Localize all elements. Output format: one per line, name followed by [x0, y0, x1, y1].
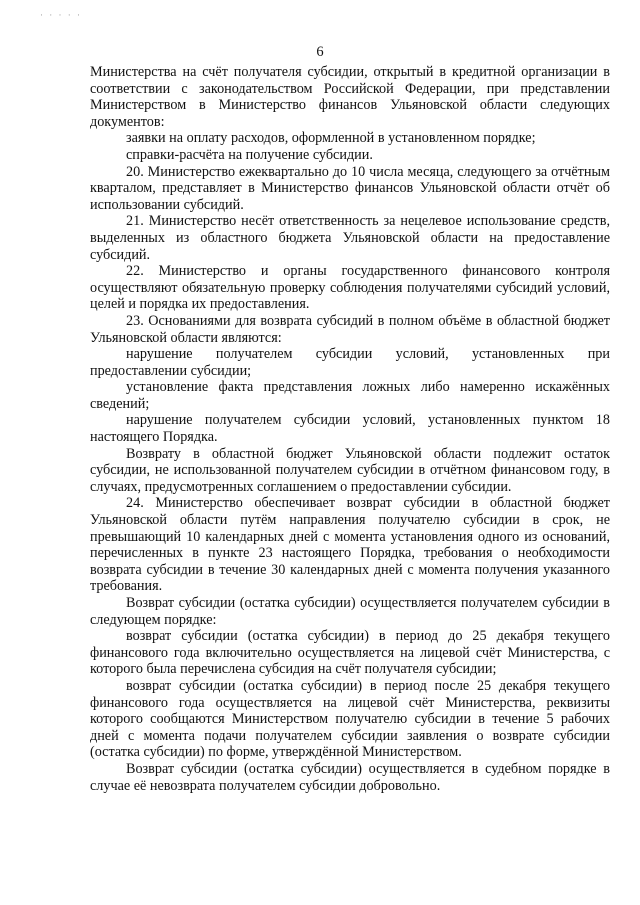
page-number: 6	[316, 44, 324, 60]
paragraph: справки-расчёта на получение субсидии.	[126, 146, 373, 163]
paragraph: нарушение получателем субсидии условий, установленных пунктом 18 настоящего Порядка.	[90, 412, 610, 446]
paragraph: возврат субсидии (остатка субсидии) в период до 25 декабря текущего финансового года включительно осуществляется на лицевой счёт Министерства, с которого была перечислена субсидия на счёт получателя субсидии;	[90, 628, 610, 678]
paragraph: 21. Министерство несёт ответственность за нецелевое использование средств, выделенных из областного бюджета Ульяновской области на предоставление субсидий.	[90, 213, 610, 263]
paragraph: заявки на оплату расходов, оформленной в установленном порядке;	[126, 130, 536, 147]
paragraph: Министерства на счёт получателя субсидии, открытый в кредитной организации в соответствии с законодательством Российской Федерации, при представлении Министерством в Министерство финансов Ульяновской области следующих документов:	[90, 64, 610, 130]
paragraph: Возврату в областной бюджет Ульяновской области подлежит остаток субсидии, не использованной получателем субсидии в отчётном финансовом году, в случаях, предусмотренных соглашением о предоставлении субсидии.	[90, 445, 610, 495]
paragraph: 24. Министерство обеспечивает возврат субсидии в областной бюджет Ульяновской области путём направления получателю субсидии в срок, не превышающий 10 календарных дней с момента установления одного из оснований, перечисленных в пункте 23 настоящего Порядка, требования о необходимости возврата субсидии в течение 30 календарных дней с момента получения указанного требования.	[90, 495, 610, 595]
paragraph: 20. Министерство ежеквартально до 10 числа месяца, следующего за отчётным кварталом, представляет в Министерство финансов Ульяновской области отчёт об использовании субсидий.	[90, 163, 610, 213]
paragraph: 23. Основаниями для возврата субсидий в полном объёме в областной бюджет Ульяновской области являются:	[90, 312, 610, 346]
paragraph: Возврат субсидии (остатка субсидии) осуществляется в судебном порядке в случае её невозврата получателем субсидии добровольно.	[90, 760, 610, 794]
paragraph: установление факта представления ложных либо намеренно искажённых сведений;	[90, 379, 610, 412]
document-body	[90, 64, 610, 794]
scan-artifact-mark: · · · · ·	[40, 10, 82, 20]
paragraph: нарушение получателем субсидии условий, установленных при предоставлении субсидии;	[90, 346, 610, 379]
paragraph: возврат субсидии (остатка субсидии) в период после 25 декабря текущего финансового года осуществляется на лицевой счёт Министерства, реквизиты которого сообщаются Министерством получателю субсидии в течение 5 рабочих дней с момента подачи получателем субсидии заявления о возврате субсидии (остатка субсидии) по форме, утверждённой Министерством.	[90, 677, 610, 761]
paragraph: Возврат субсидии (остатка субсидии) осуществляется получателем субсидии в следующем порядке:	[90, 595, 610, 628]
paragraph: 22. Министерство и органы государственного финансового контроля осуществляют обязательную проверку соблюдения получателями субсидий условий, целей и порядка их предоставления.	[90, 263, 610, 313]
